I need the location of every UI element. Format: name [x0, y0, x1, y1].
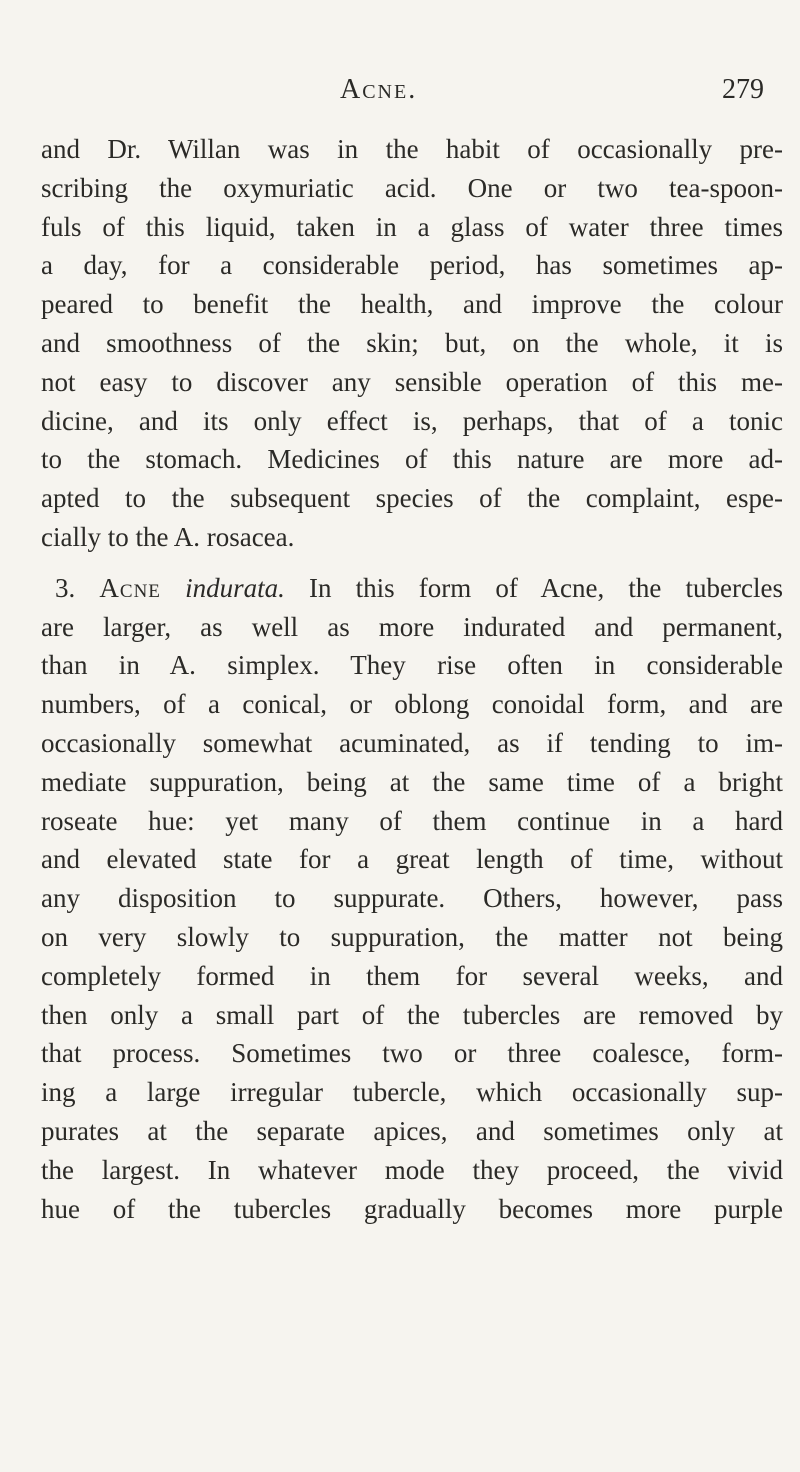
text-line: than in A. simplex. They rise often in considerable: [41, 650, 783, 681]
running-title: Acne.: [340, 74, 418, 105]
text-line: then only a small part of the tubercles are removed by: [41, 999, 783, 1030]
text-line: not easy to discover any sensible operation of this me-: [41, 366, 783, 397]
text-line: mediate suppuration, being at the same time of a bright: [41, 766, 783, 797]
text-line: numbers, of a conical, or oblong conoidal form, and are: [41, 689, 783, 720]
text-line: the largest. In whatever mode they proceed, the vivid: [41, 1154, 783, 1185]
paragraph-2: [41, 569, 783, 1229]
text-line: hue of the tubercles gradually becomes more purple: [41, 1193, 783, 1224]
text-line: on very slowly to suppuration, the matter not being: [41, 921, 783, 952]
text-line: a day, for a considerable period, has sometimes ap-: [41, 250, 783, 281]
text-line: and Dr. Willan was in the habit of occasionally pre-: [41, 134, 783, 164]
text-line: occasionally somewhat acuminated, as if tending to im-: [41, 727, 783, 758]
text-line: fuls of this liquid, taken in a glass of water three times: [41, 211, 783, 242]
page-number: 279: [722, 74, 764, 105]
paragraph-1: [41, 130, 783, 557]
text-line: cially to the A. rosacea.: [41, 521, 295, 552]
section-species: indurata.: [185, 572, 285, 603]
text-line: any disposition to suppurate. Others, however, pass: [41, 883, 783, 914]
text-line: completely formed in them for several weeks, and: [41, 960, 783, 991]
text-line: scribing the oxymuriatic acid. One or two tea-spoon-: [41, 172, 783, 203]
text-line: that process. Sometimes two or three coalesce, form-: [41, 1038, 783, 1069]
section-number: 3.: [55, 572, 76, 603]
text-line: apted to the subsequent species of the complaint, espe-: [41, 483, 783, 514]
section-genus: Acne: [99, 572, 161, 603]
text-line: and elevated state for a great length of time, without: [41, 844, 783, 875]
text-line: purates at the separate apices, and sometimes only at: [41, 1115, 783, 1146]
paragraph-gap: [41, 557, 783, 569]
text-line: peared to benefit the health, and improve the colour: [41, 289, 783, 320]
text-line: dicine, and its only effect is, perhaps, that of a tonic: [41, 405, 783, 436]
text-fragment: In this form of Acne, the tubercles: [308, 572, 784, 603]
body-text: [41, 130, 783, 1228]
text-line: are larger, as well as more indurated and permanent,: [41, 611, 783, 642]
text-line: roseate hue: yet many of them continue in a hard: [41, 805, 783, 836]
text-line: to the stomach. Medicines of this nature are more ad-: [41, 444, 783, 475]
text-line: and smoothness of the skin; but, on the whole, it is: [41, 327, 783, 358]
section-heading-line: [41, 569, 783, 608]
text-line: ing a large irregular tubercle, which occasionally sup-: [41, 1077, 783, 1108]
running-head: [0, 74, 800, 114]
